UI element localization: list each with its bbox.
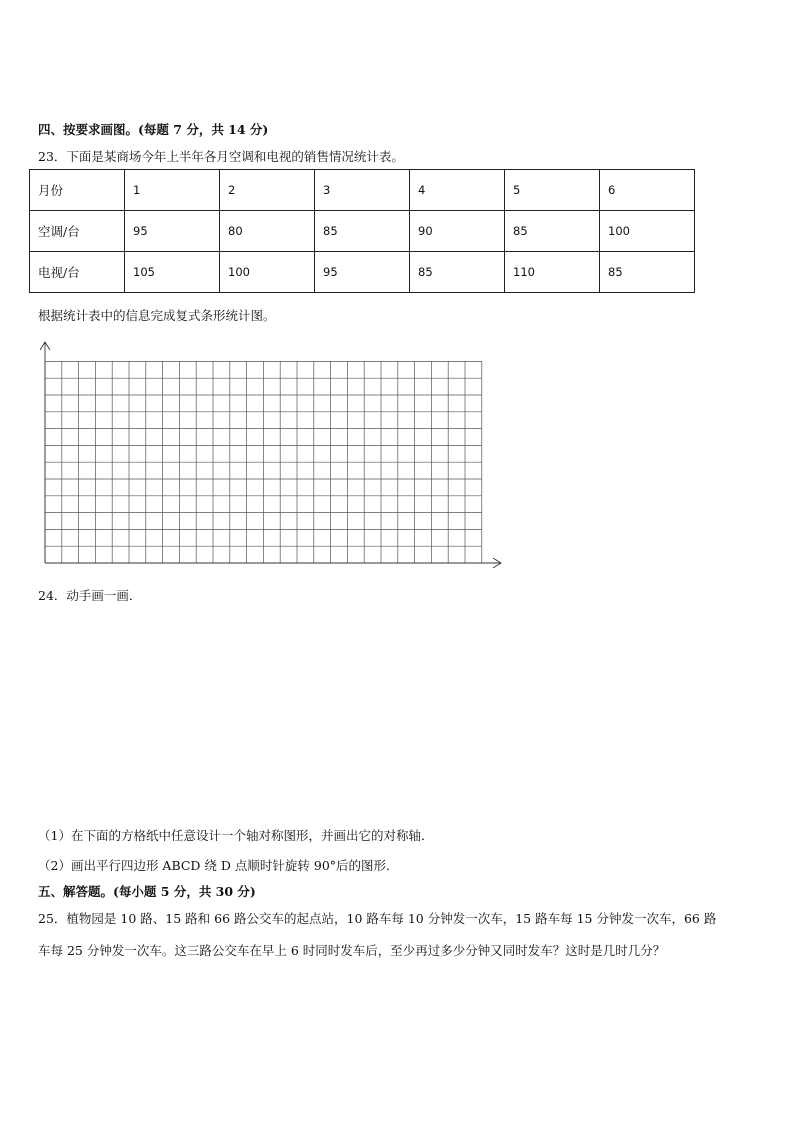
question-24-text: 24．动手画一画． [38, 588, 142, 603]
table-header-cell: 4 [410, 170, 505, 211]
table-header-cell: 3 [315, 170, 410, 211]
sales-stats-table [29, 169, 695, 293]
table-cell: 85 [505, 211, 600, 252]
section-4-title: 四、按要求画图。(每题 7 分，共 14 分) [38, 122, 269, 137]
question-23-instruction: 根据统计表中的信息完成复式条形统计图。 [38, 308, 276, 323]
table-row-television [30, 252, 695, 293]
table-header-row [30, 170, 695, 211]
question-24-part-2: （2）画出平行四边形 ABCD 绕 D 点顺时针旋转 90°后的图形． [38, 858, 399, 873]
table-header-cell: 1 [125, 170, 220, 211]
row-label: 空调/台 [30, 211, 125, 252]
question-24-part-1: （1）在下面的方格纸中任意设计一个轴对称图形，并画出它的对称轴． [38, 828, 434, 843]
table-cell: 100 [220, 252, 315, 293]
section-5-title: 五、解答题。(每小题 5 分，共 30 分) [38, 884, 256, 899]
table-cell: 80 [220, 211, 315, 252]
table-cell: 85 [315, 211, 410, 252]
table-cell: 95 [315, 252, 410, 293]
question-25-line-2: 车每 25 分钟发一次车。这三路公交车在早上 6 时同时发车后，至少再过多少分钟又同时发车？这时是几时几分？ [38, 943, 666, 958]
table-cell: 110 [505, 252, 600, 293]
table-row-air-conditioner [30, 211, 695, 252]
grid-lines [45, 361, 482, 563]
table-header-cell: 月份 [30, 170, 125, 211]
table-cell: 85 [410, 252, 505, 293]
table-cell: 90 [410, 211, 505, 252]
table-cell: 105 [125, 252, 220, 293]
table-header-cell: 2 [220, 170, 315, 211]
table-header-cell: 5 [505, 170, 600, 211]
table-cell: 95 [125, 211, 220, 252]
question-25-line-1: 25．植物园是 10 路、15 路和 66 路公交车的起点站，10 路车每 10 分钟发一次车，15 路车每 15 分钟发一次车，66 路 [38, 911, 717, 926]
row-label: 电视/台 [30, 252, 125, 293]
table-cell: 85 [600, 252, 695, 293]
table-header-cell: 6 [600, 170, 695, 211]
question-23-text: 23．下面是某商场今年上半年各月空调和电视的销售情况统计表。 [38, 149, 404, 164]
blank-bar-chart-grid [34, 336, 506, 572]
table-cell: 100 [600, 211, 695, 252]
